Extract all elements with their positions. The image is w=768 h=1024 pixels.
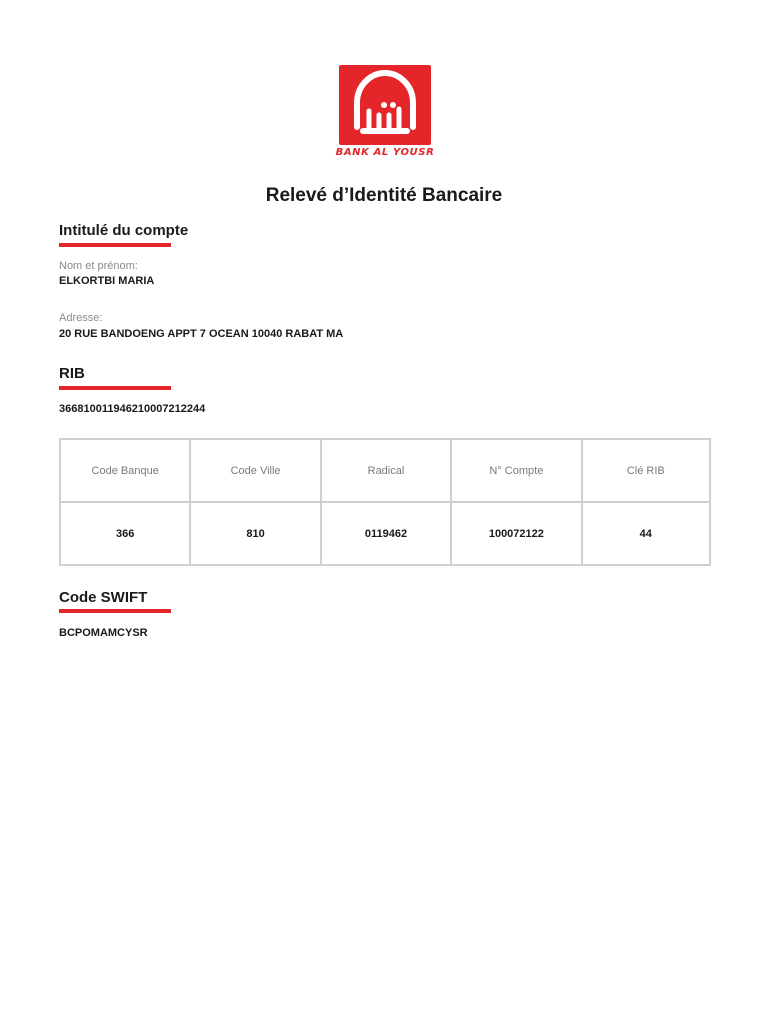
document-title: Relevé d’Identité Bancaire bbox=[265, 185, 503, 206]
rib-header-radical: Radical bbox=[320, 438, 450, 503]
rib-header-cle-rib: Clé RIB bbox=[581, 438, 711, 503]
swift-code: BCPOMAMCYSR bbox=[59, 627, 148, 639]
section-title-account: Intitulé du compte bbox=[59, 222, 189, 239]
rib-table-value-row bbox=[59, 503, 711, 566]
rib-value-numero-compte: 100072122 bbox=[450, 503, 580, 566]
bank-logo-emblem bbox=[339, 65, 431, 145]
rib-header-code-banque: Code Banque bbox=[59, 438, 189, 503]
logo-arch-icon bbox=[339, 65, 431, 145]
rib-header-code-ville: Code Ville bbox=[189, 438, 319, 503]
rib-value-cle-rib: 44 bbox=[581, 503, 711, 566]
section-title-rib: RIB bbox=[59, 365, 85, 382]
name-value: ELKORTBI MARIA bbox=[59, 275, 155, 287]
address-value: 20 RUE BANDOENG APPT 7 OCEAN 10040 RABAT MA bbox=[59, 328, 344, 340]
rib-table-header-row bbox=[59, 438, 711, 503]
section-rule-account bbox=[59, 243, 171, 247]
bank-logo bbox=[335, 65, 435, 165]
section-title-swift: Code SWIFT bbox=[59, 589, 148, 606]
address-label: Adresse: bbox=[59, 312, 103, 324]
rib-number: 366810011946210007212244 bbox=[59, 403, 206, 415]
rib-value-code-ville: 810 bbox=[189, 503, 319, 566]
rib-header-numero-compte: N° Compte bbox=[450, 438, 580, 503]
section-rule-swift bbox=[59, 609, 171, 613]
rib-table bbox=[59, 438, 711, 566]
section-rule-rib bbox=[59, 386, 171, 390]
rib-value-radical: 0119462 bbox=[320, 503, 450, 566]
name-label: Nom et prénom: bbox=[59, 260, 138, 272]
rib-value-code-banque: 366 bbox=[59, 503, 189, 566]
bank-logo-caption: BANK AL YOUSR bbox=[335, 147, 435, 158]
